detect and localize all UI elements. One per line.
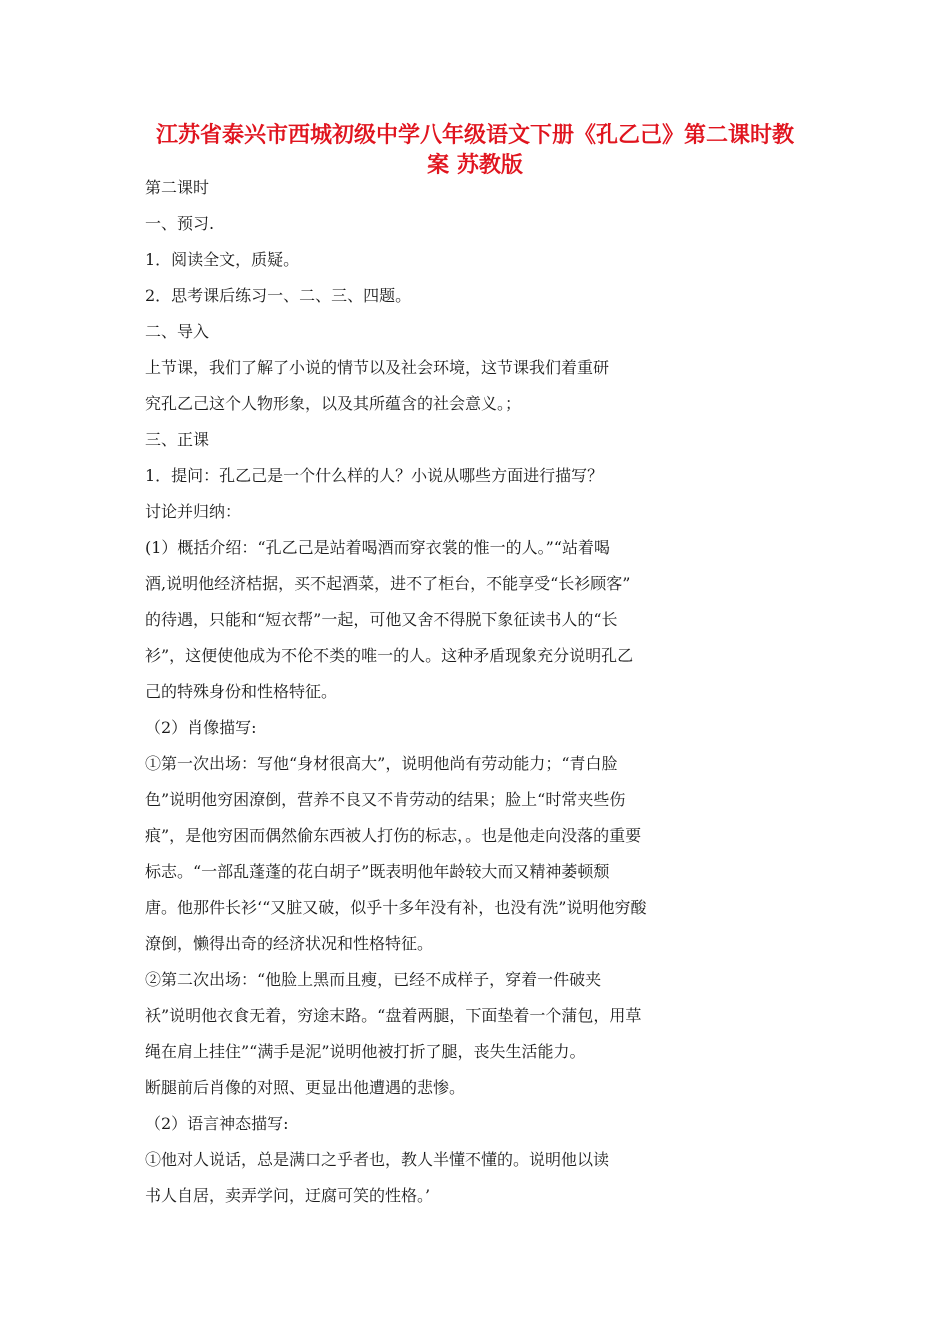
body-line: 己的特殊身份和性格特征。 bbox=[145, 682, 338, 701]
body-line: 痕”，是他穷困而偶然偷东西被人打伤的标志，。也是他走向没落的重要 bbox=[145, 826, 642, 845]
title-line-1: 江苏省泰兴市西城初级中学八年级语文下册《孔乙己》第二课时教 bbox=[155, 123, 794, 148]
body-line: 唐。他那件长衫‘“又脏又破，似乎十多年没有补，也没有洗”说明他穷酸 bbox=[145, 898, 647, 917]
body-line: （2）肖像描写: bbox=[145, 718, 257, 737]
body-line: 上节课，我们了解了小说的情节以及社会环境，这节课我们着重研 bbox=[145, 358, 610, 377]
body-line: 绳在肩上挂住”“满手是泥”说明他被打折了腿，丧失生活能力。 bbox=[145, 1042, 586, 1061]
body-line: 潦倒，懒得出奇的经济状况和性格特征。 bbox=[145, 934, 434, 953]
body-line: ②第二次出场：“他脸上黑而且瘦，已经不成样子，穿着一件破夹 bbox=[145, 970, 602, 989]
body-line: 1．提问：孔乙己是一个什么样的人？小说从哪些方面进行描写？ bbox=[145, 466, 604, 485]
body-line: 色”说明他穷困潦倒，营养不良又不肯劳动的结果；脸上“时常夹些伤 bbox=[145, 790, 626, 809]
body-line: 袄”说明他衣食无着，穷途末路。“盘着两腿，下面垫着一个蒲包，用草 bbox=[145, 1006, 642, 1025]
body-line: 书人自居，卖弄学问，迂腐可笑的性格。’ bbox=[145, 1186, 431, 1205]
body-line: 讨论并归纳： bbox=[145, 502, 242, 521]
body-line: 一、预习. bbox=[145, 214, 215, 233]
body-line: 的待遇，只能和“短衣帮”一起，可他又舍不得脱下象征读书人的“长 bbox=[145, 610, 618, 629]
body-line: 三、正课 bbox=[145, 430, 210, 449]
body-line: ①第一次出场：写他“身材很高大”，说明他尚有劳动能力；“青白脸 bbox=[145, 754, 618, 773]
body-line: 1．阅读全文，质疑。 bbox=[145, 250, 300, 269]
body-line: 标志。“一部乱蓬蓬的花白胡子”既表明他年龄较大而又精神萎顿颓 bbox=[145, 862, 610, 881]
body-line: ①他对人说话，总是满口之乎者也，教人半懂不懂的。说明他以读 bbox=[145, 1150, 610, 1169]
body-line: 究孔乙己这个人物形象，以及其所蕴含的社会意义。； bbox=[145, 394, 522, 413]
body-line: 酒,说明他经济桔据，买不起酒菜，进不了柜台，不能享受“长衫顾客” bbox=[145, 574, 631, 593]
body-line: 2．思考课后练习一、二、三、四题。 bbox=[145, 286, 412, 305]
title-line-2: 案 苏教版 bbox=[427, 153, 523, 178]
body-line: (1）概括介绍：“孔乙己是站着喝酒而穿衣裳的惟一的人。”“站着喝 bbox=[145, 538, 610, 557]
body-line: 断腿前后肖像的对照、更显出他遭遇的悲惨。 bbox=[145, 1078, 466, 1097]
document-title bbox=[120, 121, 830, 181]
body-line: 二、导入 bbox=[145, 322, 210, 341]
body-line: 第二课时 bbox=[145, 178, 210, 197]
body-line: （2）语言神态描写: bbox=[145, 1114, 289, 1133]
body-line: 衫”，这便使他成为不伦不类的唯一的人。这种矛盾现象充分说明孔乙 bbox=[145, 646, 634, 665]
